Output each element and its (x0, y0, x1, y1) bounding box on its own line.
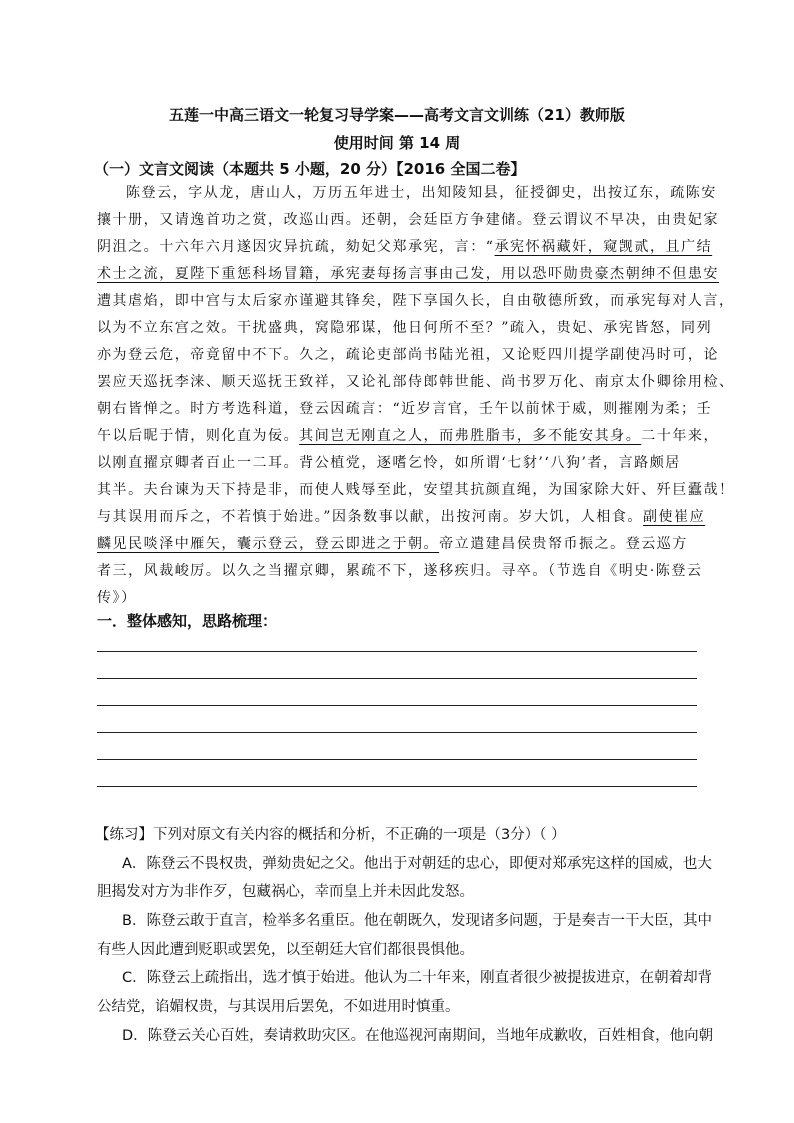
answer-line[interactable] (97, 705, 697, 706)
passage-line (97, 209, 719, 229)
question-stem: 【练习】下列对原文有关内容的概括和分析，不正确的一项是（3分）（ ） (95, 827, 566, 843)
passage-text: 二十年来， (641, 428, 720, 444)
passage-text: 朝右皆惮之。时方考选科道，登云因疏言：“近岁言官，壬午以前怵于威，则摧刚为柔；壬 (97, 401, 713, 417)
passage-line (97, 398, 713, 418)
passage-line (97, 236, 713, 256)
section-heading: （一）文言文阅读（本题共 5 小题，20 分）【2016 全国二卷】 (94, 160, 526, 178)
option-c-cont: 公结党，谄媚权贵，与其误用后罢免，不如进用时慎重。 (97, 999, 460, 1015)
underlined-text: 麟见民啖泽中雁矢，囊示登云，登云即进之于朝。 (97, 536, 440, 552)
passage-text: 与其误用而斥之，不若慎于始进。”因条数事以献，出按河南。岁大饥，人相食。 (97, 509, 643, 525)
task-heading: 一．整体感知，思路梳理： (97, 612, 278, 630)
answer-line[interactable] (97, 651, 697, 652)
answer-line[interactable] (97, 786, 697, 787)
option-a-cont: 胆揭发对方为非作歹，包藏祸心，幸而皇上并未因此发怒。 (97, 884, 474, 900)
underlined-text: 承宪怀祸藏奸，窥觊贰，且广结 (494, 239, 713, 255)
passage-line (97, 371, 735, 391)
passage-line (97, 452, 701, 472)
document-title: 五莲一中高三语文一轮复习导学案——高考文言文训练（21）教师版 (169, 106, 625, 124)
option-b: B．陈登云敢于直言，检举多名重臣。他在朝既久，发现诸多问题，于是奏吉一干大臣，其中 (122, 913, 712, 929)
passage-line (97, 479, 735, 499)
answer-line[interactable] (97, 678, 697, 679)
underlined-text: 副使崔应 (642, 509, 706, 525)
passage-text: 以为不立东宫之效。干扰盛典，窝隐邪谋，他日何所不至？”疏入，贵妃、承宪皆怒，同列 (97, 320, 713, 336)
answer-line[interactable] (97, 759, 697, 760)
passage-line (97, 290, 735, 310)
option-c: C．陈登云上疏指出，选才慎于始进。他认为二十年来，刚直者很少被提拔进京，在朝着却背 (122, 970, 713, 986)
underlined-text: 其间岂无刚直之人，而弗胜脂韦，多不能安其身。 (299, 428, 642, 444)
passage-text: 午以后昵于情，则化直为佞。 (97, 428, 300, 444)
passage-text: 阴沮之。十六年六月遂因灾异抗疏，劾妃父郑承宪，言：“ (97, 239, 495, 255)
passage-line (97, 425, 720, 445)
option-a: A．陈登云不畏权贵，弹劾贵妃之父。他出于对朝廷的忠心，即便对郑承宪这样的国威，也大 (122, 856, 712, 872)
option-d: D．陈登云关心百姓，奏请救助灾区。在他巡视河南期间，当地年成歉收，百姓相食，他向朝 (122, 1028, 714, 1044)
passage-text: 亦为登云危，帝竟留中不下。久之，疏论吏部尚书陆光祖，又论贬四川提学副使冯时可，论 (97, 347, 719, 363)
passage-line (97, 263, 719, 283)
passage-text: 者三，风裁峻厉。以久之当擢京卿，累疏不下，遂移疾归。寻卒。（节选自《明史·陈登云 (97, 563, 703, 579)
passage-text: 其半。夫台谏为天下持是非，而使人贱辱至此，安望其抗颜直绳，为国家除大奸、歼巨蠹哉！ (97, 482, 735, 498)
passage-line (97, 533, 701, 553)
passage-line (97, 587, 701, 607)
passage-text: 以刚直擢京卿者百止一二耳。背公植党，逐嗜乞怜，如所谓‘七豺’‘八狗’者，言路颇居 (97, 455, 681, 471)
passage-text: 攘十册，又请逸首功之赏，改巡山西。还朝，会廷臣方争建储。登云谓议不早决，由贵妃家 (97, 212, 719, 228)
passage-line (97, 560, 701, 580)
passage-line (97, 344, 719, 364)
underlined-text: 术士之流，夏陛下重惩科场冒籍，承宪妻每扬言事由己发，用以恐吓勋贵豪杰朝绅不但患安 (97, 266, 719, 282)
passage-line (97, 317, 713, 337)
option-b-cont: 有些人因此遭到贬职或罢免，以至朝廷大官们都很畏惧他。 (97, 942, 474, 958)
passage-text: 罢应天巡抚李涞、顺天巡抚王致祥，又论礼部侍郎韩世能、尚书罗万化、南京太仆卿徐用检、 (97, 374, 735, 390)
passage-line (126, 182, 730, 202)
document-subtitle: 使用时间 第 14 周 (333, 134, 461, 152)
passage-text: 遭其虐焰，即中宫与太后家亦谨避其锋矣，陛下享国久长，自由敬德所致，而承宪每对人言， (97, 293, 735, 309)
passage-text: 陈登云，字从龙，唐山人，万历五年进士，出知陵知县，征授御史，出按辽东，疏陈安 (126, 185, 717, 201)
passage-text: 传》） (97, 590, 137, 606)
passage-text: 帝立遣建昌侯贵帑币振之。登云巡方 (439, 536, 688, 552)
answer-line[interactable] (97, 732, 697, 733)
passage-line (97, 506, 706, 526)
